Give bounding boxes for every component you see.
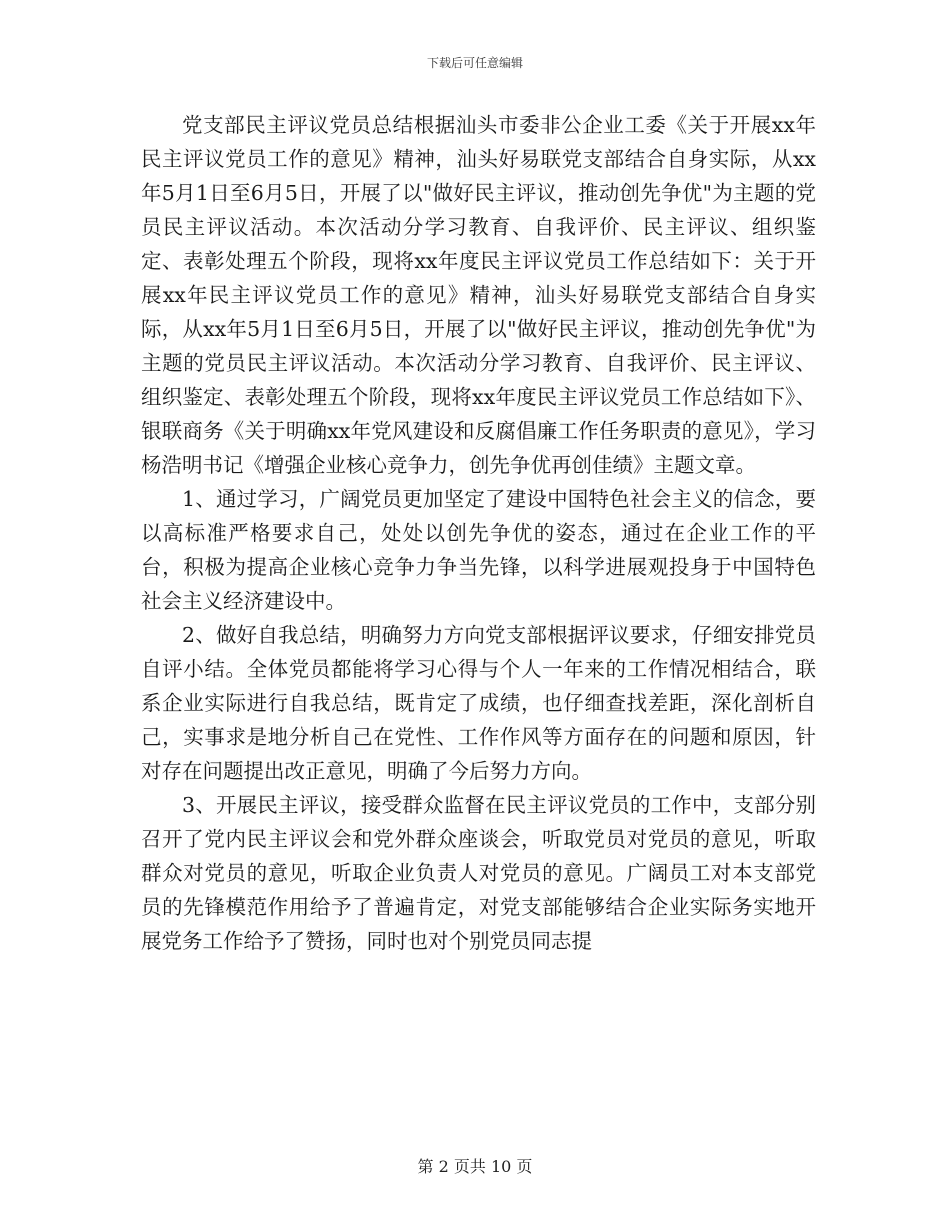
paragraph-intro: 党支部民主评议党员总结根据汕头市委非公企业工委《关于开展xx年民主评议党员工作的意见》精神，汕头好易联党支部结合自身实际，从xx年5月1日至6月5日，开展了以"做好民主评议，推动创先争优"为主题的党员民主评议活动。本次活动分学习教育、自我评价、民主评议、组织鉴定、表彰处理五个阶段，现将xx年度民主评议党员工作总结如下：关于开展xx年民主评议党员工作的意见》精神，汕头好易联党支部结合自身实际，从xx年5月1日至6月5日，开展了以"做好民主评议，推动创先争优"为主题的党员民主评议活动。本次活动分学习教育、自我评价、民主评议、组织鉴定、表彰处理五个阶段，现将xx年度民主评议党员工作总结如下》、银联商务《关于明确xx年党风建设和反腐倡廉工作任务职责的意见》，学习杨浩明书记《增强企业核心竞争力，创先争优再创佳绩》主题文章。 [141, 113, 816, 477]
paragraph-point-3: 3、开展民主评议，接受群众监督在民主评议党员的工作中，支部分别召开了党内民主评议会和党外群众座谈会，听取党员对党员的意见，听取群众对党员的意见，听取企业负责人对党员的意见。广阔员工对本支部党员的先锋模范作用给予了普遍肯定，对党支部能够结合企业实际务实地开展党务工作给予了赞扬，同时也对个别党员同志提 [141, 793, 816, 953]
page-number-footer: 第 2 页共 10 页 [417, 1157, 533, 1176]
page-header-note: 下载后可任意编辑 [426, 56, 523, 70]
document-body [141, 108, 816, 958]
paragraph-point-2: 2、做好自我总结，明确努力方向党支部根据评议要求，仔细安排党员自评小结。全体党员都能将学习心得与个人一年来的工作情况相结合，联系企业实际进行自我总结，既肯定了成绩，也仔细查找差距，深化剖析自己，实事求是地分析自己在党性、工作作风等方面存在的问题和原因，针对存在问题提出改正意见，明确了今后努力方向。 [141, 623, 816, 783]
paragraph-point-1: 1、通过学习，广阔党员更加坚定了建设中国特色社会主义的信念，要以高标准严格要求自己，处处以创先争优的姿态，通过在企业工作的平台，积极为提高企业核心竞争力争当先锋，以科学进展观投身于中国特色社会主义经济建设中。 [141, 487, 816, 613]
